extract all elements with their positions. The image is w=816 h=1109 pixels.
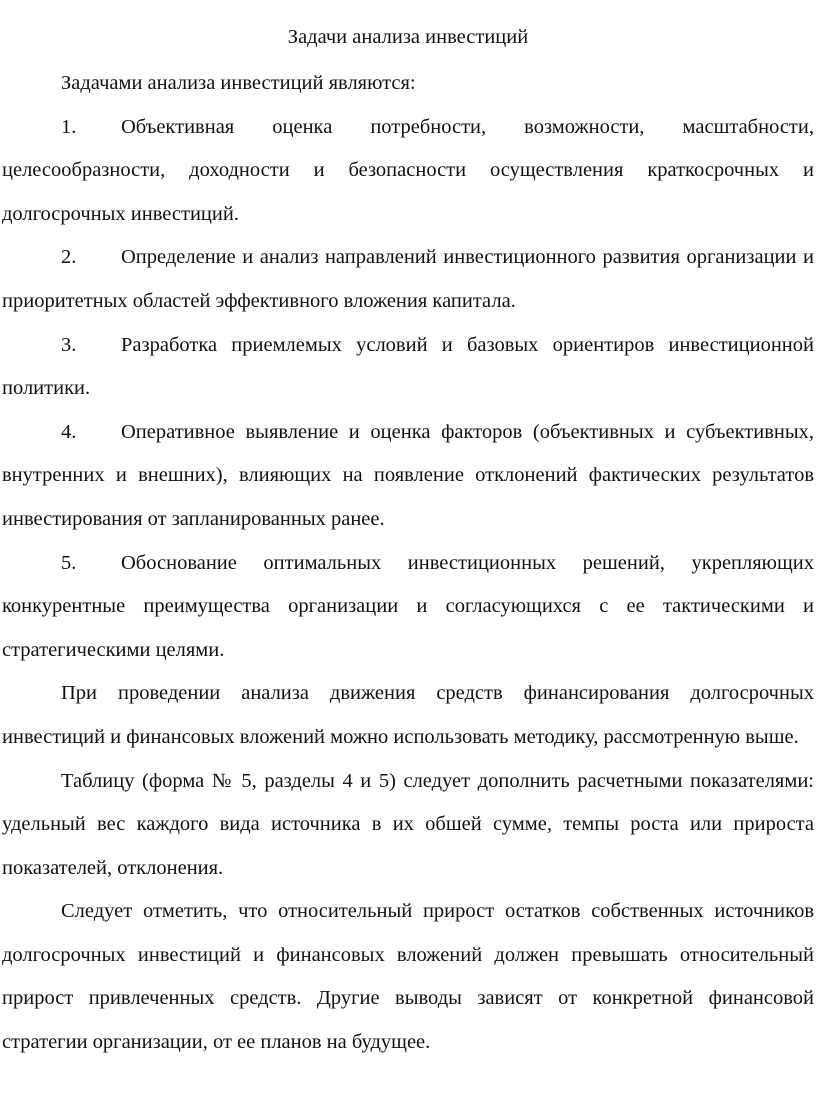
list-item-number: 3.	[61, 333, 77, 356]
intro-paragraph: Задачами анализа инвестиций являются:	[61, 72, 416, 94]
document-title: Задачи анализа инвестиций	[287, 26, 529, 48]
list-item-number: 2.	[61, 246, 77, 269]
list-item-text: Определение и анализ направлений инвестиционного развития организации и приоритетных областей эффективного вложения капитала.	[2, 246, 814, 312]
list-item-3	[2, 324, 814, 411]
body-paragraph-1: При проведении анализа движения средств финансирования долгосрочных инвестиций и финансовых вложений можно использовать методику, рассмотренную выше.	[2, 682, 814, 748]
list-item-number: 1.	[61, 115, 77, 138]
list-item-2	[2, 236, 814, 323]
list-item-text: Разработка приемлемых условий и базовых ориентиров инвестиционной политики.	[2, 333, 814, 400]
body-paragraph-2: Таблицу (форма № 5, разделы 4 и 5) следует дополнить расчетными показателями: удельный вес каждого вида источника в их обшей сумме, темпы роста или прироста показателей, отклонения.	[2, 769, 814, 879]
list-item-text: Обоснование оптимальных инвестиционных решений, укрепляющих конкурентные преимущества организации и согласующихся с ее тактическими и стратегическими целями.	[2, 551, 814, 661]
list-item-4	[2, 411, 814, 542]
list-item-number: 4.	[61, 420, 77, 443]
body-paragraph-3: Следует отметить, что относительный прирост остатков собственных источников долгосрочных инвестиций и финансовых вложений должен превышать относительный прирост привлеченных средств. Другие выводы зависят от конкретной финансовой стратегии организации, от ее планов на будущее.	[2, 900, 814, 1054]
list-item-text: Оперативное выявление и оценка факторов (объективных и субъективных, внутренних и внешних), влияющих на появление отклонений фактических результатов инвестирования от запланированных ранее.	[2, 420, 814, 530]
list-item-text: Объективная оценка потребности, возможности, масштабности, целесообразности, доходности и безопасности осуществления краткосрочных и долгосрочных инвестиций.	[2, 115, 814, 225]
list-item-1	[2, 106, 814, 237]
list-item-5	[2, 542, 814, 673]
list-item-number: 5.	[61, 551, 77, 574]
